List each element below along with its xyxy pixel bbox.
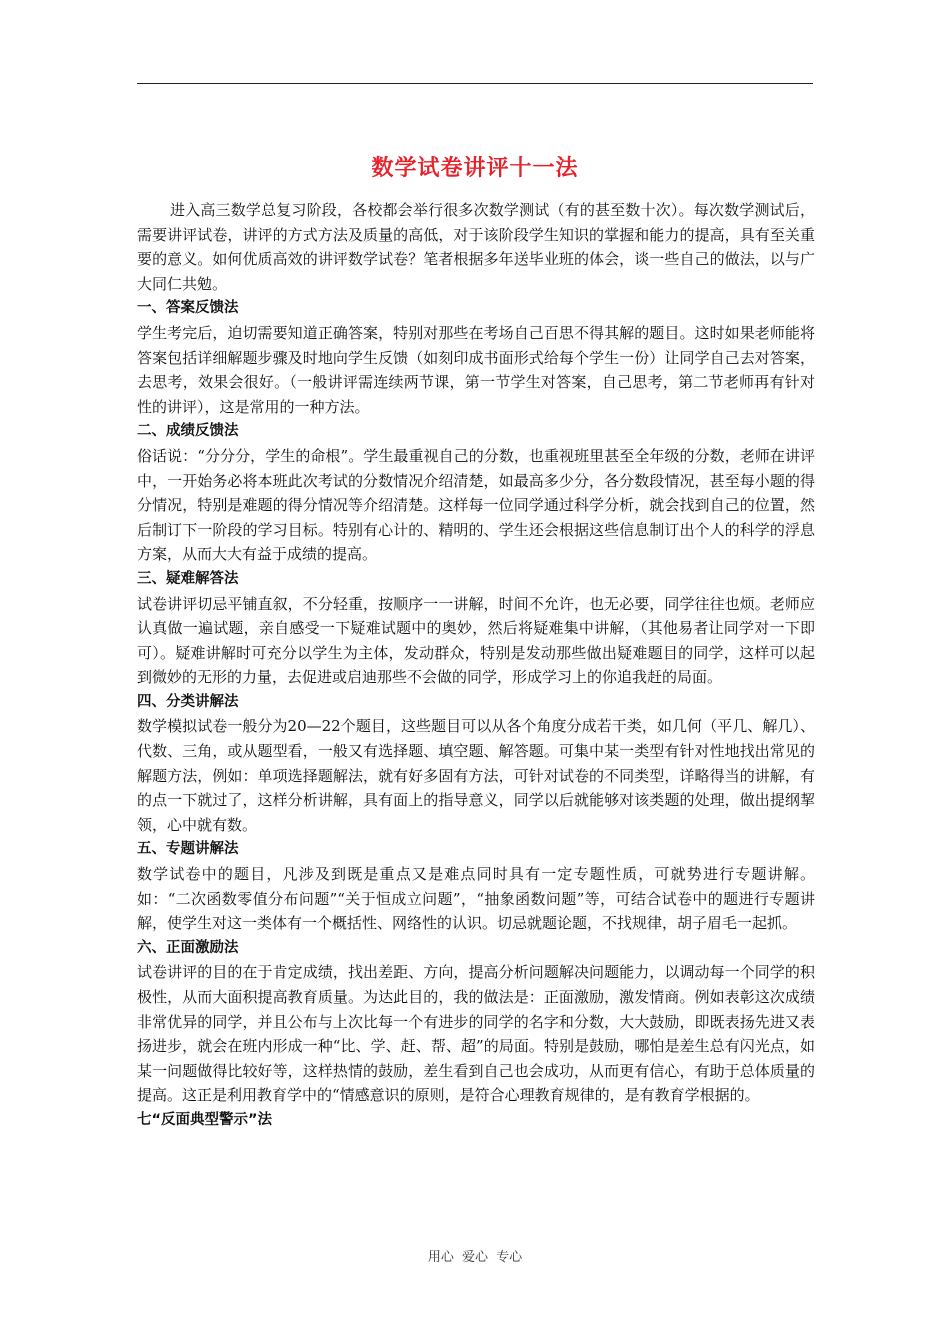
document-body — [137, 198, 815, 1133]
document-title: 数学试卷讲评十一法 — [371, 156, 579, 181]
section-heading-3: 三、疑难解答法 — [137, 570, 239, 587]
section-heading-7: 七“反面典型警示”法 — [137, 1111, 273, 1128]
section-body-6: 试卷讲评的目的在于肯定成绩，找出差距、方向，提高分析问题解决问题能力，以调动每一个同学的积极性，从而大面积提高教育质量。为达此目的，我的做法是：正面激励，激发情商。例如表彰这次成绩非常优异的同学，并且公布与上次比每一个有进步的同学的名字和分数，大大鼓励，即既表扬先进又表扬进步，就会在班内形成一种“比、学、赶、帮、超”的局面。特别是鼓励，哪怕是差生总有闪光点，如某一问题做得比较好等，这样热情的鼓励，差生看到自己也会成功，从而更有信心，有助于总体质量的提高。这正是利用教育学中的“情感意识的原则，是符合心理教育规律的，是有教育学根据的。 — [137, 963, 815, 1105]
header-rule — [137, 83, 813, 84]
section-heading-1: 一、答案反馈法 — [137, 300, 239, 317]
section-body-5: 数学试卷中的题目，凡涉及到既是重点又是难点同时具有一定专题性质，可就势进行专题讲解。如：“二次函数零值分布问题”“关于恒成立问题”，“抽象函数问题”等，可结合试卷中的题进行专题讲解，使学生对这一类体有一个概括性、网络性的认识。切忌就题论题，不找规律，胡子眉毛一起抓。 — [137, 865, 815, 933]
section-heading-6: 六、正面激励法 — [137, 939, 239, 956]
page-footer: 用心 爱心 专心 — [427, 1250, 523, 1265]
section-body-2: 俗话说：“分分分，学生的命根”。学生最重视自己的分数，也重视班里甚至全年级的分数，老师在讲评中，一开始务必将本班此次考试的分数情况介绍清楚，如最高多少分，各分数段情况，甚至每小题的得分情况，特别是难题的得分情况等介绍清楚。这样每一位同学通过科学分析，就会找到自己的位置，然后制订下一阶段的学习目标。特别有心计的、精明的、学生还会根据这些信息制订出个人的科学的浮息方案，从而大大有益于成绩的提高。 — [137, 446, 815, 564]
section-heading-4: 四、分类讲解法 — [137, 693, 239, 710]
section-body-4: 数学模拟试卷一般分为20—22个题目，这些题目可以从各个角度分成若干类，如几何（平几、解几）、代数、三角，或从题型看，一般又有选择题、填空题、解答题。可集中某一类型有针对性地找出常见的解题方法，例如：单项选择题解法，就有好多固有方法，可针对试卷的不同类型，详略得当的讲解，有的点一下就过了，这样分析讲解，具有面上的指导意义，同学以后就能够对该类题的处理，做出提纲挈领，心中就有数。 — [137, 717, 815, 834]
section-heading-2: 二、成绩反馈法 — [137, 423, 239, 440]
section-body-3: 试卷讲评切忌平铺直叙，不分轻重，按顺序一一讲解，时间不允许，也无必要，同学往往也烦。老师应认真做一遍试题，亲自感受一下疑难试题中的奥妙，然后将疑难集中讲解，（其他易者让同学对一下即可）。疑难讲解时可充分以学生为主体，发动群众，特别是发动那些做出疑难题目的同学，这样可以起到微妙的无形的力量，去促进或启迪那些不会做的同学，形成学习上的你追我赶的局面。 — [137, 594, 815, 687]
intro-paragraph: 进入高三数学总复习阶段，各校都会举行很多次数学测试（有的甚至数十次）。每次数学测试后，需要讲评试卷，讲评的方式方法及质量的高低，对于该阶段学生知识的掌握和能力的提高，具有至关重要的意义。如何优质高效的讲评数学试卷？笔者根据多年送毕业班的体会，谈一些自己的做法，以与广大同仁共勉。 — [137, 201, 815, 293]
section-body-1: 学生考完后，迫切需要知道正确答案，特别对那些在考场自己百思不得其解的题目。这时如果老师能将答案包括详细解题步骤及时地向学生反馈（如刻印成书面形式给每个学生一份）让同学自己去对答案，去思考，效果会很好。（一般讲评需连续两节课，第一节学生对答案，自己思考，第二节老师再有针对性的讲评），这是常用的一种方法。 — [137, 323, 815, 416]
section-heading-5: 五、专题讲解法 — [137, 841, 239, 858]
